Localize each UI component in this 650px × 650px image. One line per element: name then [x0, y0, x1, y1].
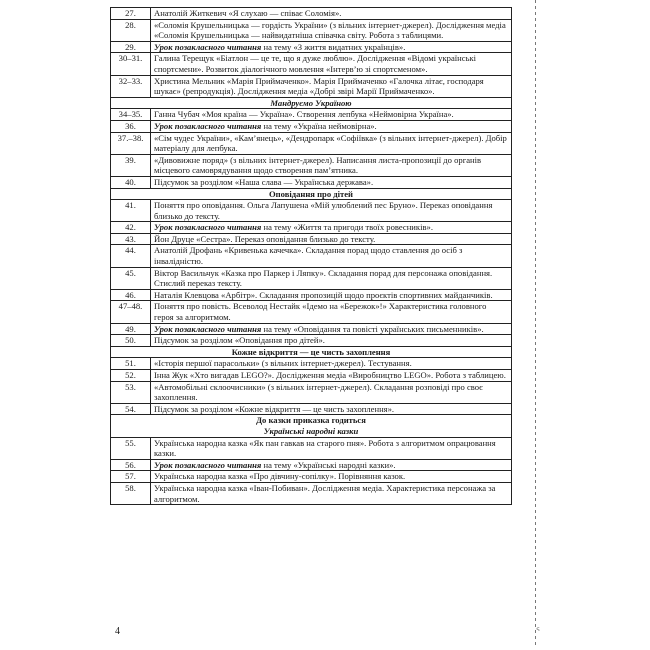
lesson-row — [111, 471, 512, 483]
binding-dash — [535, 282, 536, 285]
binding-dash — [535, 78, 536, 81]
binding-dash — [535, 312, 536, 315]
binding-dash — [535, 6, 536, 9]
binding-dash — [535, 594, 536, 597]
lesson-topic-text: Підсумок за розділом «Кожне відкриття — це чисть захоплення». — [154, 403, 395, 414]
lesson-topic — [151, 132, 512, 154]
binding-dash — [535, 0, 536, 3]
binding-dash — [535, 24, 536, 27]
binding-dash — [535, 552, 536, 555]
lesson-topic — [151, 19, 512, 41]
binding-dash — [535, 588, 536, 591]
lesson-topic-text: Йон Друце «Сестра». Переказ оповідання близько до тексту. — [154, 233, 376, 244]
lesson-topic — [151, 335, 512, 347]
binding-dash — [535, 246, 536, 249]
section-header-row — [111, 346, 512, 358]
lesson-row — [111, 200, 512, 222]
lesson-topic — [151, 289, 512, 301]
binding-dash — [535, 360, 536, 363]
lesson-row — [111, 403, 512, 415]
binding-dash — [535, 12, 536, 15]
lesson-topic — [151, 222, 512, 234]
binding-dash — [535, 204, 536, 207]
lesson-number: 29. — [111, 41, 151, 53]
binding-dash — [535, 66, 536, 69]
lesson-number: 46. — [111, 289, 151, 301]
binding-dash — [535, 534, 536, 537]
binding-dash — [535, 468, 536, 471]
binding-dash — [535, 102, 536, 105]
section-header-row — [111, 97, 512, 109]
binding-dash — [535, 558, 536, 561]
lesson-topic — [151, 200, 512, 222]
binding-dash — [535, 72, 536, 75]
binding-dash — [535, 42, 536, 45]
lesson-topic — [151, 245, 512, 267]
binding-dash — [535, 84, 536, 87]
section-title — [111, 415, 512, 437]
section-title — [111, 97, 512, 109]
binding-dash — [535, 618, 536, 621]
binding-dash — [535, 48, 536, 51]
lesson-topic-text: на тему «З життя видатних українців». — [261, 41, 406, 52]
section-title — [111, 188, 512, 200]
lesson-topic — [151, 482, 512, 504]
binding-dash — [535, 342, 536, 345]
binding-dash — [535, 456, 536, 459]
lesson-topic — [151, 323, 512, 335]
binding-dash — [535, 600, 536, 603]
binding-dash — [535, 354, 536, 357]
lesson-topic — [151, 301, 512, 323]
binding-dash — [535, 174, 536, 177]
lesson-number: 54. — [111, 403, 151, 415]
binding-dash — [535, 390, 536, 393]
extracurricular-reading-label: Урок позакласного читання — [154, 459, 262, 470]
binding-dash — [535, 480, 536, 483]
lesson-row — [111, 19, 512, 41]
lesson-row — [111, 289, 512, 301]
lesson-row — [111, 323, 512, 335]
lesson-row — [111, 267, 512, 289]
binding-dash — [535, 186, 536, 189]
lesson-number: 53. — [111, 381, 151, 403]
lesson-number: 57. — [111, 471, 151, 483]
binding-dash — [535, 270, 536, 273]
binding-dash — [535, 264, 536, 267]
binding-dash — [535, 90, 536, 93]
binding-dash — [535, 228, 536, 231]
binding-dash — [535, 432, 536, 435]
lesson-number: 42. — [111, 222, 151, 234]
lesson-number: 27. — [111, 8, 151, 20]
lesson-topic — [151, 176, 512, 188]
binding-dash — [535, 492, 536, 495]
lesson-row — [111, 358, 512, 370]
binding-dash — [535, 306, 536, 309]
lesson-topic-text: «Соломія Крушельницька — гордість України» (з вільних інтернет-джерел). Дослідження медіа «Соломія Крушельницька — найвидатніша співачка світу. Робота з таблицями. — [154, 19, 506, 41]
extracurricular-reading-label: Урок позакласного читання — [154, 323, 262, 334]
binding-dash — [535, 522, 536, 525]
binding-dash — [535, 126, 536, 129]
binding-dash — [535, 108, 536, 111]
lesson-number: 41. — [111, 200, 151, 222]
lesson-topic-text: Христина Мельник «Марія Приймаченко». Марія Приймаченко «Галочка літає, господаря шукає» (репродукція). Дослідження медіа «Добрі звірі Марії Приймаченко». — [154, 75, 484, 97]
binding-dash — [535, 294, 536, 297]
lesson-topic-text: Анатолій Житкевич «Я слухаю — співає Соломія». — [154, 8, 342, 18]
lesson-row — [111, 301, 512, 323]
binding-dash — [535, 324, 536, 327]
binding-dash — [535, 396, 536, 399]
binding-dash — [535, 30, 536, 33]
lesson-row — [111, 222, 512, 234]
extracurricular-reading-label: Урок позакласного читання — [154, 222, 262, 233]
lesson-number: 55. — [111, 437, 151, 459]
lesson-row — [111, 245, 512, 267]
binding-dash — [535, 222, 536, 225]
binding-dash — [535, 36, 536, 39]
binding-dash — [535, 132, 536, 135]
lesson-number: 40. — [111, 176, 151, 188]
lesson-row — [111, 459, 512, 471]
binding-dash — [535, 582, 536, 585]
extracurricular-reading-label: Урок позакласного читання — [154, 120, 262, 131]
lesson-number: 43. — [111, 233, 151, 245]
binding-dash — [535, 252, 536, 255]
binding-dash — [535, 96, 536, 99]
lesson-topic — [151, 75, 512, 97]
binding-dash — [535, 414, 536, 417]
lesson-row — [111, 154, 512, 176]
binding-dash — [535, 384, 536, 387]
binding-dash — [535, 474, 536, 477]
binding-dash — [535, 234, 536, 237]
lesson-number: 30–31. — [111, 53, 151, 75]
lesson-number: 49. — [111, 323, 151, 335]
lesson-row — [111, 335, 512, 347]
document-page — [110, 7, 512, 505]
binding-dash — [535, 450, 536, 453]
binding-dash — [535, 60, 536, 63]
lesson-number: 44. — [111, 245, 151, 267]
section-title — [111, 346, 512, 358]
binding-dash — [535, 606, 536, 609]
lesson-topic — [151, 41, 512, 53]
binding-dash — [535, 486, 536, 489]
binding-dash — [535, 570, 536, 573]
lesson-topic — [151, 459, 512, 471]
lesson-row — [111, 120, 512, 132]
lesson-plan-table-body — [111, 8, 512, 505]
lesson-topic — [151, 109, 512, 121]
section-title-text: Оповідання про дітей — [269, 188, 353, 199]
section-header-row — [111, 188, 512, 200]
binding-dash — [535, 426, 536, 429]
lesson-topic — [151, 267, 512, 289]
binding-dash — [535, 156, 536, 159]
binding-dash — [535, 348, 536, 351]
lesson-topic-text: Поняття про повість. Всеволод Нестайк «Ідемо на «Бережок»!» Характеристика головного героя за алгоритмом. — [154, 301, 487, 323]
lesson-topic — [151, 370, 512, 382]
lesson-topic-text: Поняття про оповідання. Ольга Лапушена «Мій улюблений пес Бруно». Переказ оповідання близько до тексту. — [154, 200, 493, 221]
binding-dash — [535, 402, 536, 405]
binding-dash — [535, 138, 536, 141]
binding-dash — [535, 240, 536, 243]
lesson-topic-text: Віктор Васильчук «Казка про Паркер і Ляпку». Складання порад для персонажа оповідання. Стислий переказ тексту. — [154, 267, 493, 289]
lesson-topic — [151, 381, 512, 403]
binding-dash — [535, 516, 536, 519]
section-title-text: До казки приказка годиться — [256, 415, 366, 426]
binding-edge-marks — [535, 0, 537, 650]
lesson-topic-text: Наталія Клевцова «Арбітр». Складання пропозицій щодо проєктів спортивних майданчиків. — [154, 289, 493, 300]
lesson-topic — [151, 403, 512, 415]
binding-dash — [535, 366, 536, 369]
lesson-number: 47–48. — [111, 301, 151, 323]
lesson-row — [111, 437, 512, 459]
binding-dash — [535, 258, 536, 261]
lesson-topic-text: Галина Терещук «Біатлон — це те, що я дуже люблю». Дослідження «Відомі українські спортсмени». Розвиток діалогічного мовлення «Інтерв’ю зі спортсменом». — [154, 53, 477, 74]
lesson-number: 28. — [111, 19, 151, 41]
binding-dash — [535, 120, 536, 123]
lesson-topic-text: на тему «Україна неймовірна». — [261, 120, 377, 131]
binding-dash — [535, 444, 536, 447]
lesson-topic — [151, 358, 512, 370]
binding-dash — [535, 162, 536, 165]
lesson-topic — [151, 233, 512, 245]
binding-dash — [535, 288, 536, 291]
lesson-row — [111, 41, 512, 53]
binding-dash — [535, 336, 536, 339]
binding-dash — [535, 276, 536, 279]
corner-scan-mark: ᕐ — [536, 626, 540, 636]
section-title-text: Кожне відкриття — це чисть захоплення — [231, 346, 391, 357]
lesson-topic-text: «Історія першої парасольки» (з вільних інтернет-джерел). Тестування. — [154, 358, 412, 369]
lesson-topic-text: Анатолій Дрофань «Кривенька качечка». Складання порад щодо ставлення до осіб з інвалідністю. — [154, 245, 463, 267]
lesson-topic-text: Ганна Чубач «Моя країна — Україна». Створення лепбука «Неймовірна Україна». — [154, 109, 454, 120]
lesson-number: 37.–38. — [111, 132, 151, 154]
section-header-row — [111, 415, 512, 437]
lesson-topic — [151, 120, 512, 132]
binding-dash — [535, 150, 536, 153]
binding-dash — [535, 420, 536, 423]
lesson-row — [111, 132, 512, 154]
binding-dash — [535, 510, 536, 513]
lesson-topic-text: «Дивовижне поряд» (з вільних інтернет-джерел). Написання листа-пропозиції до органів місцевого самоврядування щодо створення пам’ятника. — [154, 154, 482, 176]
section-title-text: Мандруємо Україною — [270, 97, 352, 108]
binding-dash — [535, 564, 536, 567]
lesson-topic-text: «Сім чудес України», «Кам’янець», «Дендропарк «Софіївка» (з вільних інтернет-джерел). Добір матеріалу для лепбука. — [154, 132, 507, 154]
lesson-number: 45. — [111, 267, 151, 289]
lesson-row — [111, 109, 512, 121]
lesson-number: 51. — [111, 358, 151, 370]
extracurricular-reading-label: Урок позакласного читання — [154, 41, 262, 52]
binding-dash — [535, 642, 536, 645]
lesson-topic — [151, 53, 512, 75]
lesson-topic-text: на тему «Життя та пригоди твоїх ровесників». — [261, 222, 433, 233]
lesson-topic-text: Українська народна казка «Про дівчину-сопілку». Порівняння казок. — [154, 471, 406, 482]
binding-dash — [535, 330, 536, 333]
binding-dash — [535, 378, 536, 381]
lesson-row — [111, 233, 512, 245]
lesson-row — [111, 381, 512, 403]
lesson-topic-text: на тему «Оповідання та повісті українських письменників». — [261, 323, 484, 334]
binding-dash — [535, 462, 536, 465]
lesson-topic — [151, 437, 512, 459]
binding-dash — [535, 216, 536, 219]
page-number: 4 — [115, 626, 120, 637]
binding-dash — [535, 198, 536, 201]
lesson-topic-text: Інна Жук «Хто вигадав LEGO?». Дослідження медіа «Виробництво LEGO». Робота з таблицею. — [154, 370, 506, 380]
lesson-topic-text: на тему «Українські народні казки». — [261, 459, 396, 470]
lesson-number: 50. — [111, 335, 151, 347]
lesson-plan-table — [110, 7, 512, 505]
lesson-topic — [151, 154, 512, 176]
binding-dash — [535, 144, 536, 147]
lesson-number: 52. — [111, 370, 151, 382]
lesson-row — [111, 8, 512, 20]
binding-dash — [535, 504, 536, 507]
lesson-number: 32–33. — [111, 75, 151, 97]
binding-dash — [535, 540, 536, 543]
binding-dash — [535, 114, 536, 117]
lesson-number: 58. — [111, 482, 151, 504]
lesson-row — [111, 75, 512, 97]
binding-dash — [535, 576, 536, 579]
binding-dash — [535, 318, 536, 321]
lesson-number: 34–35. — [111, 109, 151, 121]
binding-dash — [535, 438, 536, 441]
binding-dash — [535, 54, 536, 57]
lesson-row — [111, 176, 512, 188]
binding-dash — [535, 168, 536, 171]
lesson-topic — [151, 471, 512, 483]
binding-dash — [535, 300, 536, 303]
lesson-topic-text: Підсумок за розділом «Наша слава — Українська держава». — [154, 176, 374, 187]
binding-dash — [535, 372, 536, 375]
subsection-title-text: Українські народні казки — [263, 425, 359, 436]
binding-dash — [535, 18, 536, 21]
binding-dash — [535, 546, 536, 549]
lesson-number: 56. — [111, 459, 151, 471]
binding-dash — [535, 612, 536, 615]
binding-dash — [535, 498, 536, 501]
lesson-topic-text: Підсумок за розділом «Оповідання про дітей». — [154, 335, 325, 346]
lesson-topic — [151, 8, 512, 20]
lesson-topic-text: Українська народна казка «Як пан гавкав на старого пня». Робота з алгоритмом опрацювання казки. — [154, 437, 496, 459]
binding-dash — [535, 180, 536, 183]
lesson-number: 36. — [111, 120, 151, 132]
lesson-row — [111, 53, 512, 75]
binding-dash — [535, 528, 536, 531]
binding-dash — [535, 408, 536, 411]
lesson-topic-text: Українська народна казка «Іван-Побиван». Дослідження медіа. Характеристика персонажа за алгоритмом. — [154, 482, 496, 504]
binding-dash — [535, 192, 536, 195]
lesson-topic-text: «Автомобільні склоочисники» (з вільних інтернет-джерел). Складання розповіді про своє захоплення. — [154, 381, 483, 403]
lesson-number: 39. — [111, 154, 151, 176]
binding-dash — [535, 210, 536, 213]
lesson-row — [111, 370, 512, 382]
lesson-row — [111, 482, 512, 504]
